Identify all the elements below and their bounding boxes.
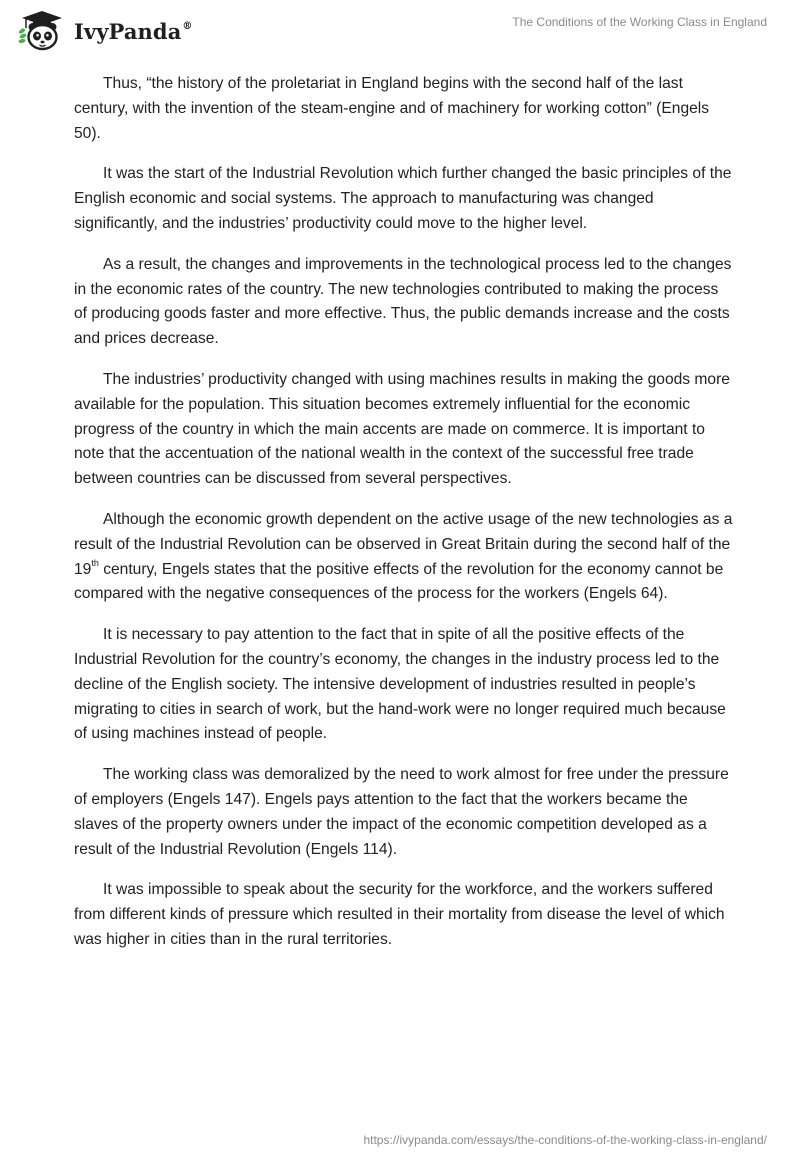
document-title: The Conditions of the Working Class in England xyxy=(512,15,767,29)
essay-body xyxy=(74,72,734,969)
paragraph: It was impossible to speak about the security for the workforce, and the workers suffered from different kinds of pressure which resulted in their mortality from disease the level of which was higher in cities than in the rural territories. xyxy=(74,881,725,948)
paragraph: The working class was demoralized by the need to work almost for free under the pressure of employers (Engels 147). Engels pays attention to the fact that the workers became the slaves of the property owners under the impact of the economic competition developed as a result of the Industrial Revolution (Engels 114). xyxy=(74,766,729,858)
brand-name: IvyPanda® xyxy=(74,18,193,44)
paragraph-text: century, Engels states that the positive effects of the revolution for the economy cannot be compared with the negative consequences of the process for the workers (Engels 64). xyxy=(74,560,724,603)
ordinal-superscript: th xyxy=(91,558,99,569)
panda-graduate-icon xyxy=(14,8,72,54)
paragraph: Thus, “the history of the proletariat in England begins with the second half of the last century, with the invention of the steam-engine and of machinery for working cotton” (Engels 50). xyxy=(74,75,710,142)
paragraph xyxy=(74,508,734,607)
paragraph: The industries’ productivity changed with using machines results in making the goods more available for the population. This situation becomes extremely influential for the economic progress of the country in which the main accents are made on commerce. It is important to note that the accentuation of the national wealth in the context of the successful free trade between countries can be discussed from several perspectives. xyxy=(74,370,730,488)
paragraph: It is necessary to pay attention to the fact that in spite of all the positive effects of the Industrial Revolution for the country’s economy, the changes in the industry process led to the decline of the English society. The intensive development of industries resulted in people’s migrating to cities in search of work, but the hand-work were no longer required much because of using machines instead of people. xyxy=(74,626,726,743)
paragraph: It was the start of the Industrial Revolution which further changed the basic principles of the English economic and social systems. The approach to manufacturing was changed significantly, and the industries’ productivity could move to the higher level. xyxy=(74,165,732,232)
page-header xyxy=(0,0,800,66)
ivypanda-logo[interactable] xyxy=(14,8,193,54)
source-url-link[interactable]: https://ivypanda.com/essays/the-conditions-of-the-working-class-in-england/ xyxy=(363,1133,767,1147)
registered-mark: ® xyxy=(182,20,193,32)
paragraph: As a result, the changes and improvements in the technological process led to the changes in the economic rates of the country. The new technologies contributed to making the process of producing goods faster and more effective. Thus, the public demands increase and the costs and prices decrease. xyxy=(74,255,732,348)
paragraph-text: Although the economic growth dependent on the active usage of the new technologies as a result of the Industrial Revolution can be observed in Great Britain during the second half of the 19 xyxy=(74,510,733,578)
